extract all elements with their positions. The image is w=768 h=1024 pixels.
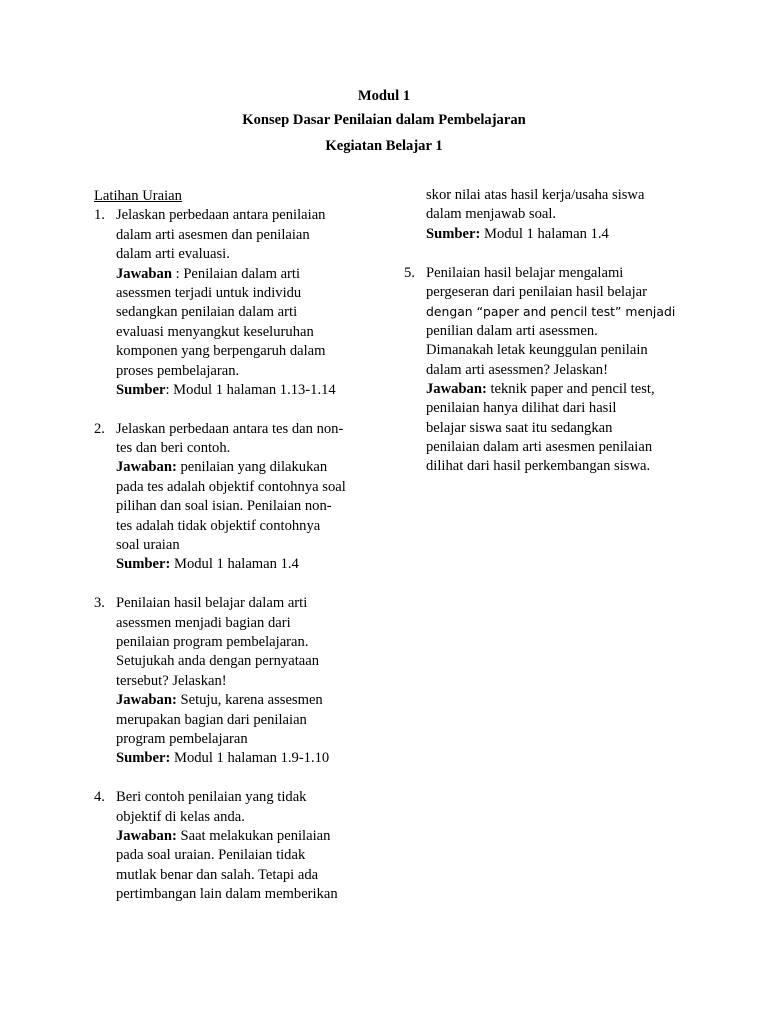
answer-text: belajar siswa saat itu sedangkan [426,419,613,436]
answer-text: dalam menjawab soal. [426,206,557,223]
question-text: dalam arti evaluasi. [116,246,230,263]
answer-text: asessmen terjadi untuk individu [116,284,302,301]
left-column [94,187,384,904]
answer-text: penilaian hanya dilihat dari hasil [426,400,617,417]
question-number: 1. [94,207,105,224]
answer-text: pertimbangan lain dalam memberikan [116,886,338,903]
answer-text: program pembelajaran [116,730,248,747]
question-text: dalam arti asesmen dan penilaian [116,226,310,243]
question-3 [94,594,384,769]
right-column [404,186,694,477]
question-text: Penilaian hasil belajar mengalami [426,264,624,281]
question-text: Beri contoh penilaian yang tidak [116,789,307,806]
question-5 [404,264,694,477]
answer-label: Jawaban: [116,459,177,476]
answer-text: penilaian dalam arti asesmen penilaian [426,439,653,456]
answer-text: teknik paper and pencil test, [486,380,655,397]
answer-label: Jawaban: [426,380,487,397]
answer-text: proses pembelajaran. [116,362,240,379]
question-text: asessmen menjadi bagian dari [116,614,291,631]
question-4-continued [404,186,694,244]
question-number: 5. [404,264,415,281]
module-title: Modul 1 [357,88,411,104]
question-text: Jelaskan perbedaan antara penilaian [116,207,326,224]
question-text: penilian dalam arti asessmen. [426,322,598,339]
question-number: 2. [94,420,105,437]
answer-text: dilihat dari hasil perkembangan siswa. [426,458,651,475]
source-label: Sumber: [116,750,171,767]
question-1 [94,206,384,400]
question-4 [94,788,384,904]
module-subtitle: Konsep Dasar Penilaian dalam Pembelajaran [242,112,526,128]
source-label: Sumber: [116,556,171,573]
answer-label: Jawaban [116,265,172,282]
source-text: Modul 1 halaman 1.4 [480,225,609,242]
activity-title: Kegiatan Belajar 1 [325,138,443,154]
answer-text: soal uraian [116,537,180,554]
answer-text: Setuju, karena assesmen [176,692,323,709]
question-text: dengan “paper and pencil test” menjadi [426,304,676,320]
question-text: tersebut? Jelaskan! [116,672,227,689]
answer-text: mutlak benar dan salah. Tetapi ada [116,866,319,883]
answer-text: : Penilaian dalam arti [171,265,301,282]
answer-text: penilaian yang dilakukan [176,459,328,476]
answer-text: skor nilai atas hasil kerja/usaha siswa [426,187,645,203]
source-text: : Modul 1 halaman 1.13-1.14 [165,381,336,398]
answer-text: sedangkan penilaian dalam arti [116,304,298,321]
question-text: Setujukah anda dengan pernyataan [116,653,320,670]
answer-text: merupakan bagian dari penilaian [116,711,307,728]
question-text: tes dan beri contoh. [116,440,231,457]
answer-text: pada tes adalah objektif contohnya soal [116,478,346,495]
answer-text: pada soal uraian. Penilaian tidak [116,847,306,864]
answer-label: Jawaban: [116,692,177,709]
source-text: Modul 1 halaman 1.4 [170,556,299,573]
question-text: dalam arti asessmen? Jelaskan! [426,361,608,378]
question-number: 3. [94,595,105,612]
question-text: Jelaskan perbedaan antara tes dan non- [116,420,344,437]
answer-text: komponen yang berpengaruh dalam [116,343,326,360]
answer-text: evaluasi menyangkut keseluruhan [116,323,314,340]
question-2 [94,420,384,575]
source-label: Sumber: [426,225,481,242]
question-text: Penilaian hasil belajar dalam arti [116,595,308,612]
answer-text: pilihan dan soal isian. Penilaian non- [116,498,332,515]
question-text: penilaian program pembelajaran. [116,633,309,650]
source-label: Sumber [116,381,166,398]
answer-label: Jawaban: [116,827,177,844]
question-number: 4. [94,789,105,806]
answer-text: tes adalah tidak objektif contohnya [116,517,321,534]
question-text: objektif di kelas anda. [116,808,245,825]
question-text: pergeseran dari penilaian hasil belajar [426,283,647,300]
section-title: Latihan Uraian [94,188,182,204]
answer-text: Saat melakukan penilaian [176,827,331,844]
question-text: Dimanakah letak keunggulan penilain [426,342,648,359]
source-text: Modul 1 halaman 1.9-1.10 [170,750,330,767]
